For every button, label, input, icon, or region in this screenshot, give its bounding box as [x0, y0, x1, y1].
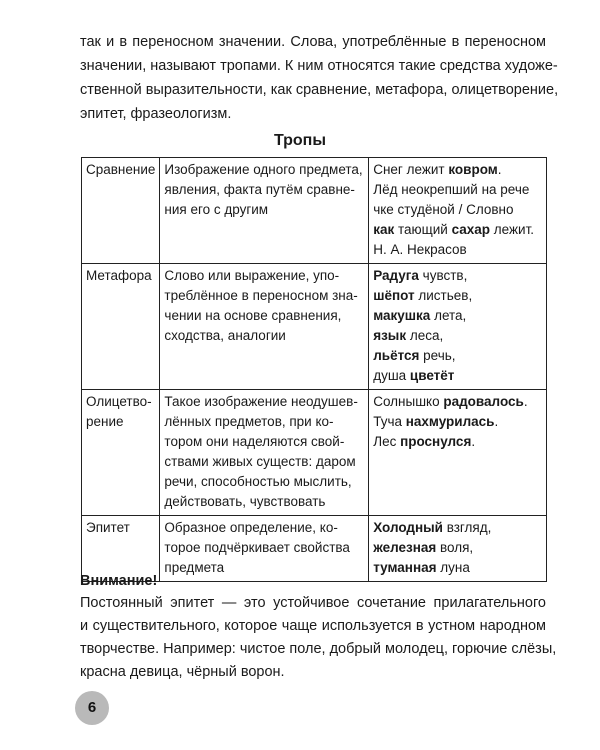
example-text: луна [436, 560, 470, 575]
trope-example-line [373, 538, 542, 558]
trope-definition-line: ния его с другим [164, 202, 269, 217]
example-text: Солнышко [373, 394, 444, 409]
intro-paragraph [80, 30, 559, 126]
trope-definition-cell [160, 264, 369, 390]
highlighted-word: проснулся [400, 434, 472, 449]
trope-example-line [373, 160, 542, 180]
note-line: Постоянный эпитет — это устойчивое сочетание прилагательного [80, 595, 546, 611]
trope-definition-line: треблённое в переносном зна- [164, 288, 358, 303]
trope-example-line [373, 266, 542, 286]
trope-example-cell [369, 516, 547, 582]
table-row [82, 390, 547, 516]
note-line: красна девица, чёрный ворон. [80, 664, 285, 680]
trope-definition-cell [160, 390, 369, 516]
highlighted-word: нахмурилась [405, 414, 495, 429]
trope-example-line [373, 518, 542, 538]
highlighted-word: льётся [373, 348, 420, 363]
trope-example-cell [369, 390, 547, 516]
table-row [82, 158, 547, 264]
highlighted-word: шёпот [373, 288, 415, 303]
trope-definition-line: ствами живых существ: даром [164, 454, 356, 469]
example-text: Снег лежит [373, 162, 449, 177]
trope-term-cell [82, 516, 160, 582]
trope-definition-line: чении на основе сравнения, [164, 308, 342, 323]
highlighted-word: туманная [373, 560, 437, 575]
trope-term: рение [86, 414, 124, 429]
table-row [82, 264, 547, 390]
trope-definition-line: торое подчёркивает свойства [164, 540, 350, 555]
trope-example-line [373, 306, 542, 326]
trope-example-cell [369, 158, 547, 264]
example-text: речь, [419, 348, 456, 363]
intro-line: значении, называют тропами. К ним относятся такие средства художе- [80, 58, 558, 74]
note-line: и существительного, которое чаще используется в устном народном [80, 618, 546, 634]
trope-definition-line: явления, факта путём сравне- [164, 182, 355, 197]
trope-definition-line: речи, способностью мыслить, [164, 474, 352, 489]
trope-example-line [373, 240, 542, 260]
example-text: душа [373, 368, 410, 383]
highlighted-word: Холодный [373, 520, 443, 535]
table-row [82, 516, 547, 582]
example-text: . [494, 414, 499, 429]
trope-term-cell [82, 390, 160, 516]
trope-term-cell [82, 264, 160, 390]
highlighted-word: цветёт [409, 368, 455, 383]
trope-definition-line: Такое изображение неодушев- [164, 394, 358, 409]
trope-definition-cell [160, 516, 369, 582]
trope-definition-line: лённых предметов, при ко- [164, 414, 334, 429]
highlighted-word: сахар [451, 222, 491, 237]
trope-example-line [373, 346, 542, 366]
trope-example-line [373, 220, 542, 240]
trope-example-line [373, 286, 542, 306]
highlighted-word: железная [373, 540, 437, 555]
example-text: леса, [406, 328, 444, 343]
example-text: взгляд, [442, 520, 492, 535]
example-text: тающий [394, 222, 452, 237]
table-title: Тропы [273, 132, 327, 149]
note-title: Внимание! [80, 573, 158, 589]
trope-example-line [373, 200, 542, 220]
example-text: Туча [373, 414, 406, 429]
example-text: . [471, 434, 476, 449]
trope-example-line [373, 366, 542, 386]
trope-example-line [373, 432, 542, 452]
example-text: чке студёной / Словно [373, 202, 514, 217]
example-text: лежит. [490, 222, 535, 237]
trope-example-line [373, 558, 542, 578]
intro-line: ственной выразительности, как сравнение, метафора, олицетворение, [80, 82, 559, 98]
example-text: Н. А. Некрасов [373, 242, 467, 257]
trope-definition-line: сходства, аналогии [164, 328, 286, 343]
tropes-table-body [82, 158, 547, 582]
example-text: . [497, 162, 502, 177]
highlighted-word: макушка [373, 308, 431, 323]
trope-definition-line: тором они наделяются свой- [164, 434, 345, 449]
note-line: творчестве. Например: чистое поле, добрый молодец, горючие слёзы, [80, 641, 557, 657]
example-text: воля, [436, 540, 474, 555]
trope-example-line [373, 180, 542, 200]
trope-definition-cell [160, 158, 369, 264]
trope-definition-line: действовать, чувствовать [164, 494, 326, 509]
trope-definition-line: Слово или выражение, упо- [164, 268, 340, 283]
trope-example-line [373, 412, 542, 432]
intro-line: так и в переносном значении. Слова, употреблённые в переносном [80, 34, 546, 50]
example-text: . [523, 394, 528, 409]
note-paragraph [80, 592, 557, 684]
highlighted-word: язык [373, 328, 407, 343]
trope-definition-line: Образное определение, ко- [164, 520, 338, 535]
trope-example-line [373, 392, 542, 412]
trope-definition-line: Изображение одного предмета, [164, 162, 363, 177]
tropes-table [81, 157, 547, 582]
trope-definition-line: предмета [164, 560, 225, 575]
trope-term-cell [82, 158, 160, 264]
trope-term: Олицетво- [86, 394, 152, 409]
highlighted-word: радовалось [443, 394, 524, 409]
example-text: листьев, [414, 288, 473, 303]
trope-term: Метафора [86, 268, 152, 283]
trope-term: Эпитет [86, 520, 130, 535]
highlighted-word: Радуга [373, 268, 419, 283]
example-text: лета, [430, 308, 467, 323]
trope-term: Сравнение [86, 162, 156, 177]
trope-example-line [373, 326, 542, 346]
example-text: Лес [373, 434, 401, 449]
example-text: чувств, [418, 268, 468, 283]
page-number-badge: 6 [75, 691, 109, 725]
intro-line: эпитет, фразеологизм. [80, 106, 232, 122]
example-text: Лёд неокрепший на рече [373, 182, 530, 197]
highlighted-word: ковром [448, 162, 498, 177]
highlighted-word: как [373, 222, 395, 237]
trope-example-cell [369, 264, 547, 390]
